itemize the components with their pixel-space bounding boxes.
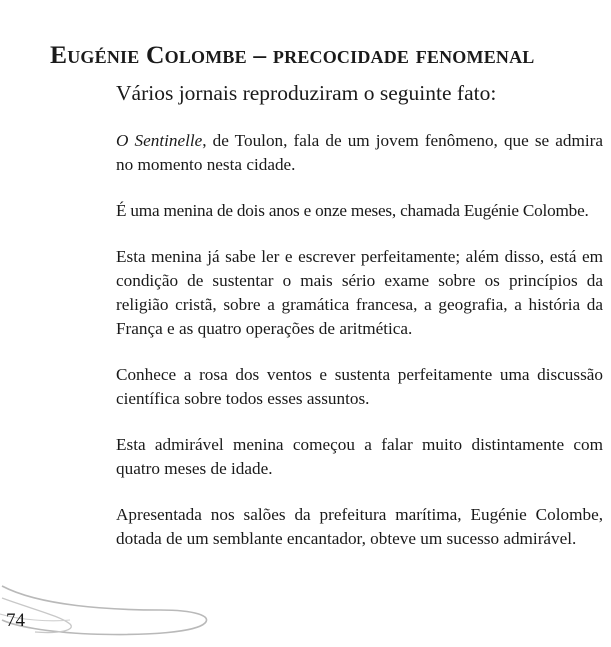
paragraph-5: Esta admirável menina começou a falar muito distintamente com quatro meses de idade.	[116, 435, 603, 478]
swoosh-stroke-outer	[2, 586, 207, 635]
body-text	[116, 129, 603, 573]
newspaper-name: O Sentinelle	[116, 131, 203, 150]
paragraph-1-text: , de Toulon, fala de um jovem fenômeno, que se admira no momento nesta cidade.	[116, 131, 603, 174]
paragraph-4: Conhece a rosa dos ventos e sustenta perfeitamente uma discussão científica sobre todos esses assuntos.	[116, 365, 603, 408]
page-number: 74	[6, 610, 25, 631]
paragraph-1	[116, 129, 603, 177]
intro-line: Vários jornais reproduziram o seguinte fato:	[116, 81, 497, 105]
page-title: Eugénie Colombe – precocidade fenomenal	[50, 40, 535, 70]
decorative-swoosh	[0, 580, 240, 647]
paragraph-6: Apresentada nos salões da prefeitura marítima, Eugénie Colombe, dotada de um semblante encantador, obteve um sucesso admirável.	[116, 505, 603, 548]
paragraph-3: Esta menina já sabe ler e escrever perfeitamente; além disso, está em condição de sustentar o mais sério exame sobre os princípios da religião cristã, sobre a gramática francesa, a geografia, a história da França e as quatro operações de aritmética.	[116, 247, 603, 338]
paragraph-2: É uma menina de dois anos e onze meses, chamada Eugénie Colombe.	[116, 201, 589, 220]
